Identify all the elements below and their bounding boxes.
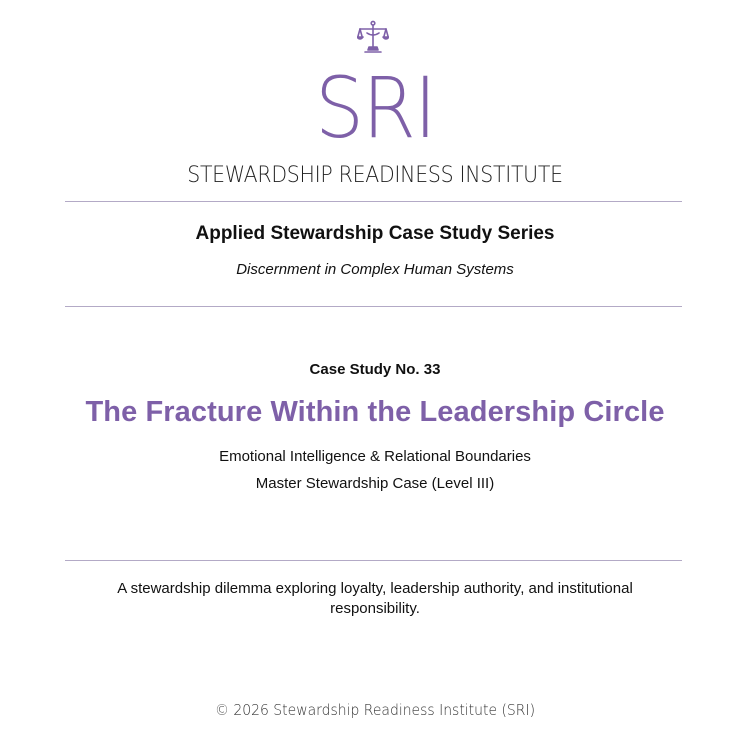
case-title: The Fracture Within the Leadership Circle: [85, 396, 665, 428]
institute-name: STEWARDSHIP READINESS INSTITUTE: [187, 163, 563, 188]
divider-top: [65, 201, 682, 202]
divider-middle: [65, 306, 682, 307]
divider-bottom: [65, 560, 682, 561]
case-topic: Emotional Intelligence & Relational Boundaries: [219, 448, 531, 465]
case-level: Master Stewardship Case (Level III): [255, 475, 495, 492]
copyright-notice: © 2026 Stewardship Readiness Institute (SRI): [214, 701, 536, 719]
series-title: Applied Stewardship Case Study Series: [195, 223, 555, 244]
logo-wordmark: SRI: [314, 59, 436, 157]
case-description: A stewardship dilemma exploring loyalty, leadership authority, and institutional responsibility.: [117, 580, 633, 617]
scales-of-justice-icon: [357, 20, 389, 54]
series-subtitle: Discernment in Complex Human Systems: [236, 261, 514, 278]
case-number: Case Study No. 33: [309, 361, 441, 378]
